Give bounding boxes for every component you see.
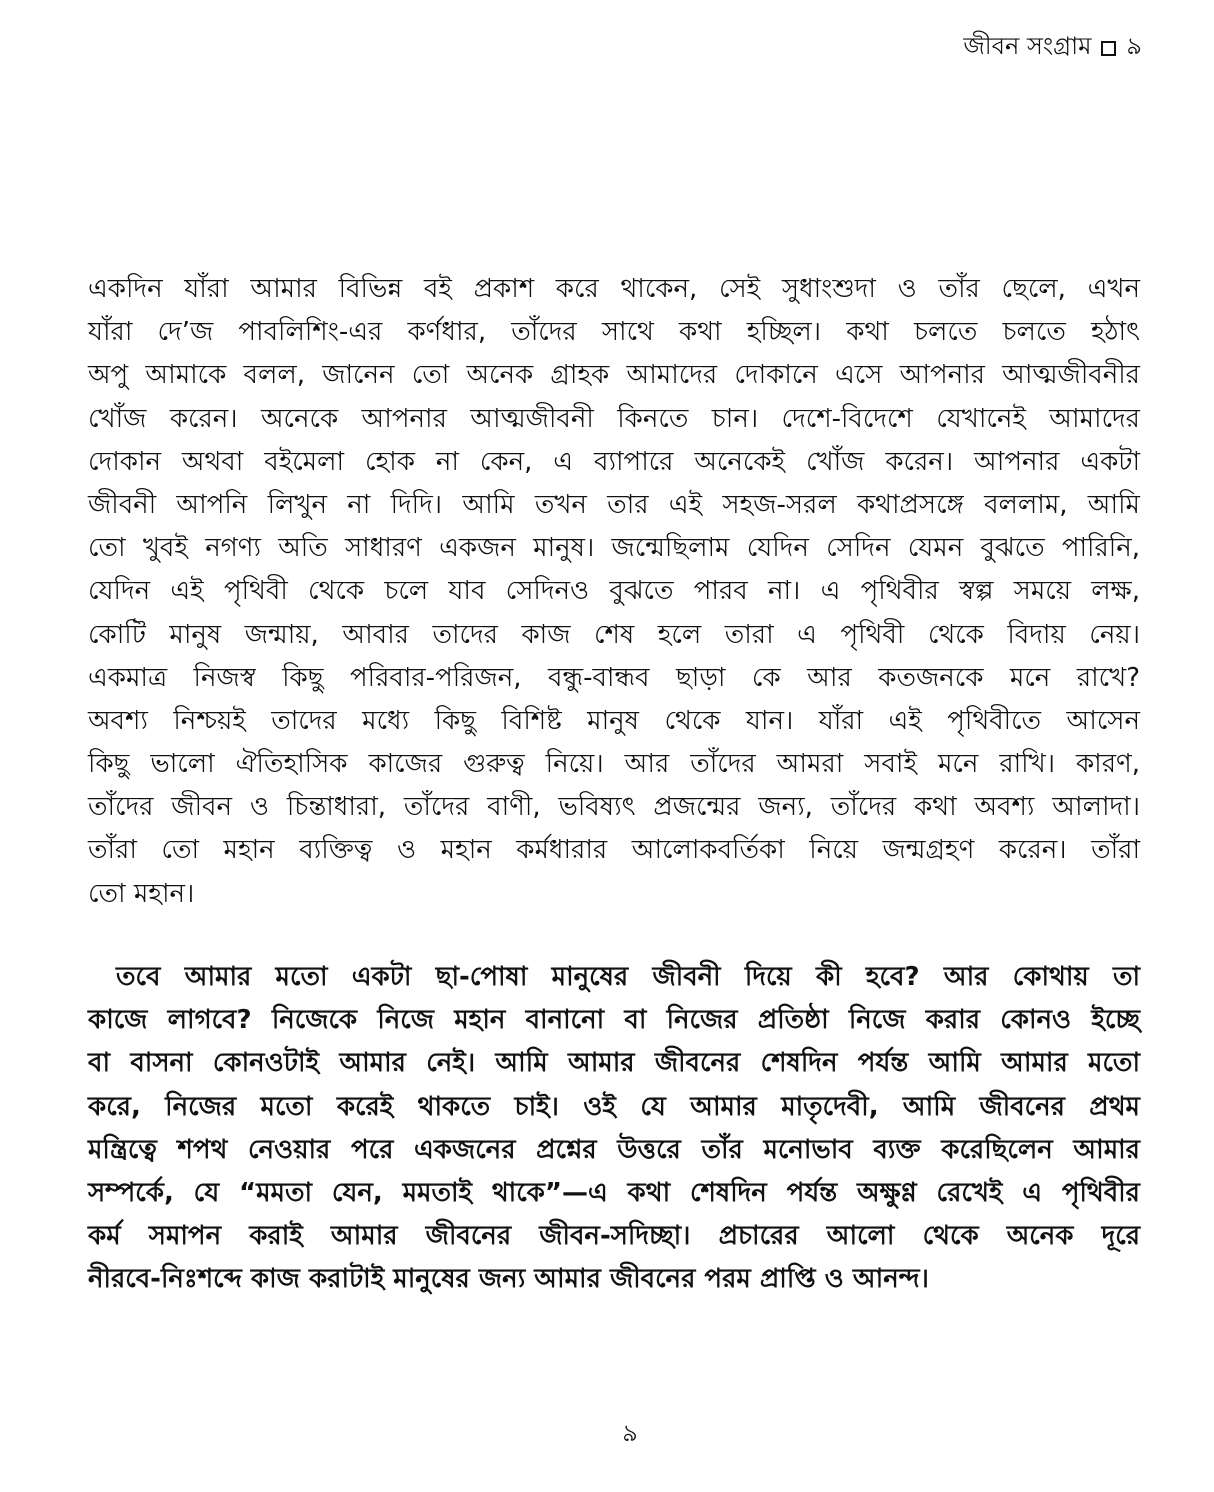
text-line: বা বাসনা কোনওটাই আমার নেই। আমি আমার জীবনের শেষদিন পর্যন্ত আমি আমার মতো [88, 1048, 1140, 1079]
text-line: মন্ত্রিত্বে শপথ নেওয়ার পরে একজনের প্রশ্নের উত্তরে তাঁর মনোভাব ব্যক্ত করেছিলেন আমার [88, 1134, 1140, 1165]
text-line: তো মহান। [88, 878, 195, 909]
text-line: কাজে লাগবে? নিজেকে নিজে মহান বানানো বা নিজের প্রতিষ্ঠা নিজে করার কোনও ইচ্ছে [88, 1005, 1140, 1036]
text-line: একমাত্র নিজস্ব কিছু পরিবার-পরিজন, বন্ধু-বান্ধব ছাড়া কে আর কতজনকে মনে রাখে? [88, 662, 1140, 693]
text-line: অবশ্য নিশ্চয়ই তাদের মধ্যে কিছু বিশিষ্ট মানুষ থেকে যান। যাঁরা এই পৃথিবীতে আসেন [88, 705, 1140, 736]
running-header [963, 28, 1142, 68]
text-line: সম্পর্কে, যে “মমতা যেন, মমতাই থাকে”—এ কথা শেষদিন পর্যন্ত অক্ষুণ্ণ রেখেই এ পৃথিবীর [88, 1177, 1140, 1208]
text-line: কিছু ভালো ঐতিহাসিক কাজের গুরুত্ব নিয়ে। আর তাঁদের আমরা সবাই মনে রাখি। কারণ, [88, 749, 1140, 780]
text-line: তো খুবই নগণ্য অতি সাধারণ একজন মানুষ। জন্মেছিলাম যেদিন সেদিন যেমন বুঝতে পারিনি, [88, 533, 1140, 564]
paragraph-1 [88, 268, 1140, 916]
text-line: যাঁরা দে’জ পাবলিশিং-এর কর্ণধার, তাঁদের সাথে কথা হচ্ছিল। কথা চলতে চলতে হঠাৎ [88, 317, 1140, 348]
text-line: নীরবে-নিঃশব্দে কাজ করাটাই মানুষের জন্য আমার জীবনের পরম প্রাপ্তি ও আনন্দ। [88, 1264, 929, 1295]
text-line: জীবনী আপনি লিখুন না দিদি। আমি তখন তার এই সহজ-সরল কথাপ্রসঙ্গে বললাম, আমি [88, 489, 1140, 520]
text-line: একদিন যাঁরা আমার বিভিন্ন বই প্রকাশ করে থাকেন, সেই সুধাংশুদা ও তাঁর ছেলে, এখন [88, 274, 1140, 304]
text-line: যেদিন এই পৃথিবী থেকে চলে যাব সেদিনও বুঝতে পারব না। এ পৃথিবীর স্বল্প সময়ে লক্ষ, [88, 576, 1140, 607]
square-bullet-icon [1101, 41, 1116, 56]
header-page-number: ৯ [1126, 32, 1142, 60]
text-line: তাঁদের জীবন ও চিন্তাধারা, তাঁদের বাণী, ভবিষ্যৎ প্রজন্মের জন্য, তাঁদের কথা অবশ্য আলাদা। [88, 792, 1140, 823]
text-line: অপু আমাকে বলল, জানেন তো অনেক গ্রাহক আমাদের দোকানে এসে আপনার আত্মজীবনীর [88, 360, 1140, 391]
running-title: জীবন সংগ্রাম [963, 32, 1092, 60]
footer-page-number: ৯ [622, 1419, 638, 1447]
text-line: করে, নিজের মতো করেই থাকতে চাই। ওই যে আমার মাতৃদেবী, আমি জীবনের প্রথম [88, 1091, 1140, 1122]
text-line: খোঁজ করেন। অনেকে আপনার আত্মজীবনী কিনতে চান। দেশে-বিদেশে যেখানেই আমাদের [88, 403, 1140, 434]
text-line: কোটি মানুষ জন্মায়, আবার তাদের কাজ শেষ হলে তারা এ পৃথিবী থেকে বিদায় নেয়। [88, 619, 1140, 650]
text-line: তবে আমার মতো একটা ছা-পোষা মানুষের জীবনী দিয়ে কী হবে? আর কোথায় তা [116, 962, 1140, 992]
text-line: দোকান অথবা বইমেলা হোক না কেন, এ ব্যাপারে অনেকেই খোঁজ করেন। আপনার একটা [88, 446, 1140, 477]
paragraph-2 [88, 956, 1140, 1302]
text-line: কর্ম সমাপন করাই আমার জীবনের জীবন-সদিচ্ছা। প্রচারের আলো থেকে অনেক দূরে [88, 1221, 1140, 1252]
text-line: তাঁরা তো মহান ব্যক্তিত্ব ও মহান কর্মধারার আলোকবর্তিকা নিয়ে জন্মগ্রহণ করেন। তাঁরা [88, 835, 1140, 866]
